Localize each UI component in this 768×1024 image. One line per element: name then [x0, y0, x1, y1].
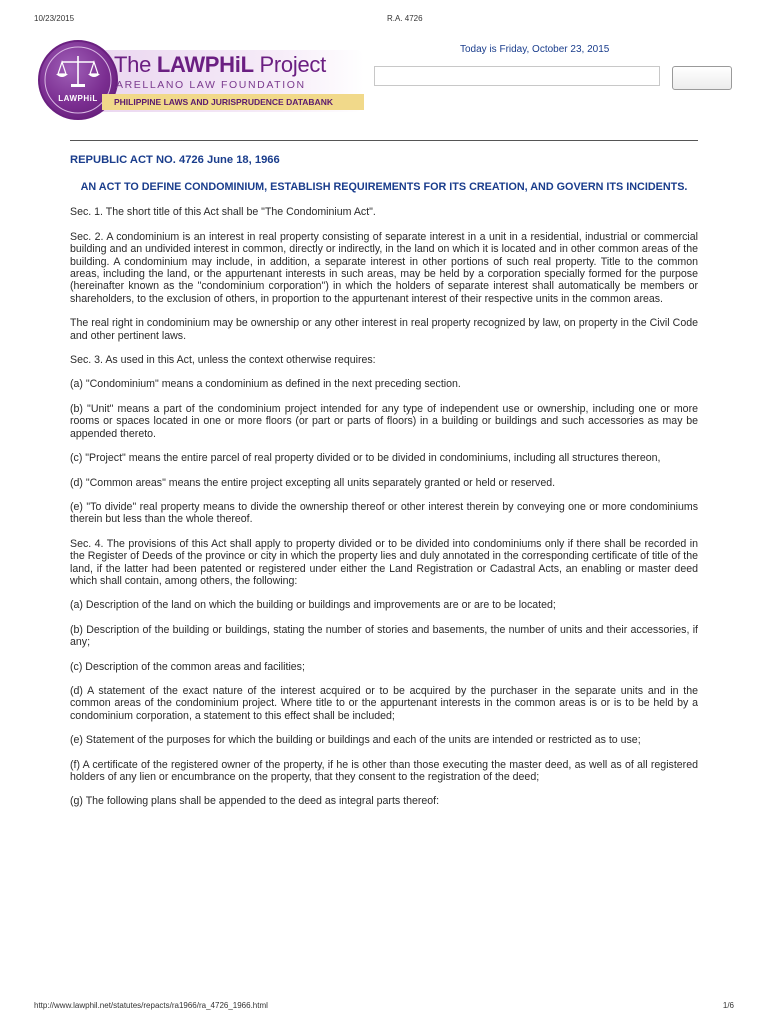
definition-b: (b) "Unit" means a part of the condominium project intended for any type of independent use or ownership, including one or more rooms or spaces located in one or more floors (or part or parts of floors) in a building or buildings and such accessories as may be appended thereto.	[70, 402, 698, 440]
requirement-e: (e) Statement of the purposes for which the building or buildings and each of the units are intended or restricted as to use;	[70, 734, 641, 747]
requirement-g: (g) The following plans shall be appended to the deed as integral parts thereof:	[70, 795, 440, 808]
databank-strip: PHILIPPINE LAWS AND JURISPRUDENCE DATABANK	[102, 94, 364, 110]
brand-strong: LAWPHiL	[156, 52, 254, 77]
print-header	[34, 14, 734, 26]
brand-prefix: The	[114, 52, 157, 77]
requirement-f: (f) A certificate of the registered owner of the property, if he is other than those executing the master deed, as well as of all registered holders of any lien or encumbrance on the property, that they consent to the registration of the deed;	[70, 758, 698, 783]
section-4: Sec. 4. The provisions of this Act shall apply to property divided or to be divided into condominiums only if there shall be recorded in the Register of Deeds of the province or city in which the property lies and duly annotated in the corresponding certificate of title of the land, if the latter had been patented or registered under either the Land Registration or Cadastral Acts, an enabling or master deed which shall contain, among others, the following:	[70, 537, 698, 587]
foundation-name: ARELLANO LAW FOUNDATION	[116, 79, 306, 91]
seal-lawphil-text: LAWPHiL	[58, 94, 98, 103]
requirement-c: (c) Description of the common areas and facilities;	[70, 660, 305, 673]
document-subtitle: AN ACT TO DEFINE CONDOMINIUM, ESTABLISH REQUIREMENTS FOR ITS CREATION, AND GOVERN ITS INCIDENTS.	[80, 181, 688, 194]
print-title: R.A. 4726	[387, 14, 423, 23]
requirement-a: (a) Description of the land on which the building or buildings and improvements are or are to be located;	[70, 599, 556, 612]
print-footer	[34, 1001, 734, 1013]
search-button[interactable]	[672, 66, 732, 90]
lawphil-logo[interactable]	[38, 34, 368, 124]
requirement-b: (b) Description of the building or buildings, stating the number of stories and basements, the number of units and their accessories, if any;	[70, 623, 698, 649]
print-date: 10/23/2015	[34, 14, 75, 23]
paragraph-real-right: The real right in condominium may be ownership or any other interest in real property recognized by law, on property in the Civil Code and other pertinent laws.	[70, 317, 698, 342]
definition-e: (e) "To divide" real property means to divide the ownership thereof or other interest therein by conveying one or more condominiums therein but less than the whole thereof.	[70, 500, 698, 526]
brand-suffix: Project	[253, 52, 326, 77]
print-url: http://www.lawphil.net/statutes/repacts/ra1966/ra_4726_1966.html	[34, 1001, 268, 1010]
document-title: REPUBLIC ACT NO. 4726 June 18, 1966	[70, 154, 280, 166]
search-input[interactable]	[374, 66, 660, 86]
document-body	[70, 154, 698, 820]
section-1: Sec. 1. The short title of this Act shall be "The Condominium Act".	[70, 206, 376, 219]
section-2: Sec. 2. A condominium is an interest in real property consisting of separate interest in a unit in a residential, industrial or commercial building and an undivided interest in common, directly or indirectly, in the land on which it is located and in other common areas of the building. A condominium may include, in addition, a separate interest in other portions of such real property. Title to the common areas, including the land, or the appurtenant interests in such areas, may be held by a corporation specially formed for the purpose (hereinafter known as the "condominium corporation") in which the holders of separate interest shall automatically be members or shareholders, to the exclusion of others, in proportion to the appurtenant interest of their respective units in the common areas.	[70, 230, 698, 305]
header-divider	[70, 140, 698, 141]
section-3: Sec. 3. As used in this Act, unless the context otherwise requires:	[70, 354, 376, 367]
definition-c: (c) "Project" means the entire parcel of real property divided or to be divided in condominiums, including all structures thereon,	[70, 452, 661, 465]
today-date: Today is Friday, October 23, 2015	[460, 44, 610, 55]
brand-name	[114, 52, 326, 78]
page-number: 1/6	[722, 1001, 734, 1010]
definition-d: (d) "Common areas" means the entire project excepting all units separately granted or held or reserved.	[70, 476, 556, 489]
definition-a: (a) "Condominium" means a condominium as defined in the next preceding section.	[70, 378, 461, 391]
requirement-d: (d) A statement of the exact nature of the interest acquired or to be acquired by the purchaser in the separate units and in the common areas of the condominium project. Where title to or the appurtenant interests in the common areas is or is to be held by a condominium corporation, a statement to this effect shall be included;	[70, 684, 698, 722]
